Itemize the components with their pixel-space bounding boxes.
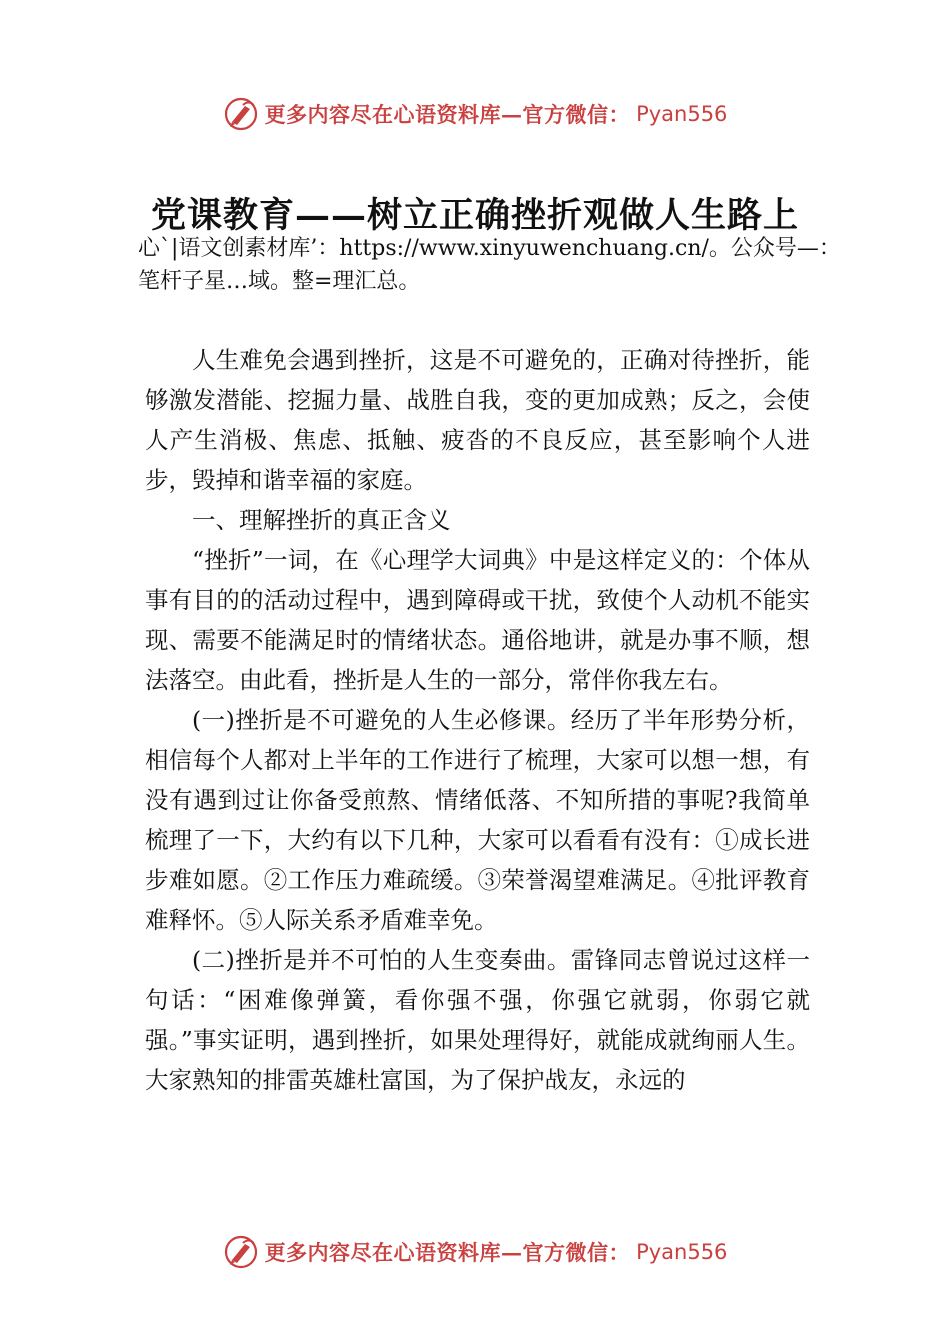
section-heading: 一、理解挫折的真正含义	[192, 506, 451, 534]
paragraph: (一)挫折是不可避免的人生必修课。经历了半年形势分析，相信每个人都对上半年的工作进行了梳理，大家可以想一想，有没有遇到过让你备受煎熬、情绪低落、不知所措的事呢?我简单梳理了一下，大约有以下几种，大家可以看看有没有：①成长进步难如愿。②工作压力难疏缓。③荣誉渴望难满足。④批评教育难释怀。⑤人际关系矛盾难幸免。	[145, 706, 810, 934]
footer-banner	[0, 1230, 950, 1274]
pen-nib-logo-icon	[223, 1234, 259, 1270]
pen-nib-logo-icon	[223, 96, 259, 132]
banner-wechat-id: Pyan556	[636, 1240, 728, 1264]
document-title: 党课教育——树立正确挫折观做人生路上	[150, 195, 799, 236]
banner-text: 更多内容尽在心语资料库—官方微信：	[264, 102, 631, 127]
banner-wechat-id: Pyan556	[636, 102, 728, 126]
paragraph: (二)挫折是并不可怕的人生变奏曲。雷锋同志曾说过这样一句话：“困难像弹簧，看你强不强，你强它就弱，你弱它就强。”事实证明，遇到挫折，如果处理得好，就能成就绚丽人生。大家熟知的排雷英雄杜富国，为了保护战友，永远的	[145, 946, 810, 1094]
paragraph: 人生难免会遇到挫折，这是不可避免的，正确对待挫折，能够激发潜能、挖掘力量、战胜自我，变的更加成熟；反之，会使人产生消极、焦虑、抵触、疲沓的不良反应，甚至影响个人进步，毁掉和谐幸福的家庭。	[145, 346, 810, 494]
document-body	[145, 340, 810, 1100]
banner-text: 更多内容尽在心语资料库—官方微信：	[264, 1240, 631, 1265]
source-note: 心`|语文创素材库’：https://www.xinyuwenchuang.cn/。公众号—：笔杆子星…域。整=理汇总。	[138, 236, 841, 294]
header-banner	[0, 92, 950, 136]
paragraph: “挫折”一词，在《心理学大词典》中是这样定义的：个体从事有目的的活动过程中，遇到障碍或干扰，致使个人动机不能实现、需要不能满足时的情绪状态。通俗地讲，就是办事不顺，想法落空。由此看，挫折是人生的一部分，常伴你我左右。	[145, 546, 810, 694]
